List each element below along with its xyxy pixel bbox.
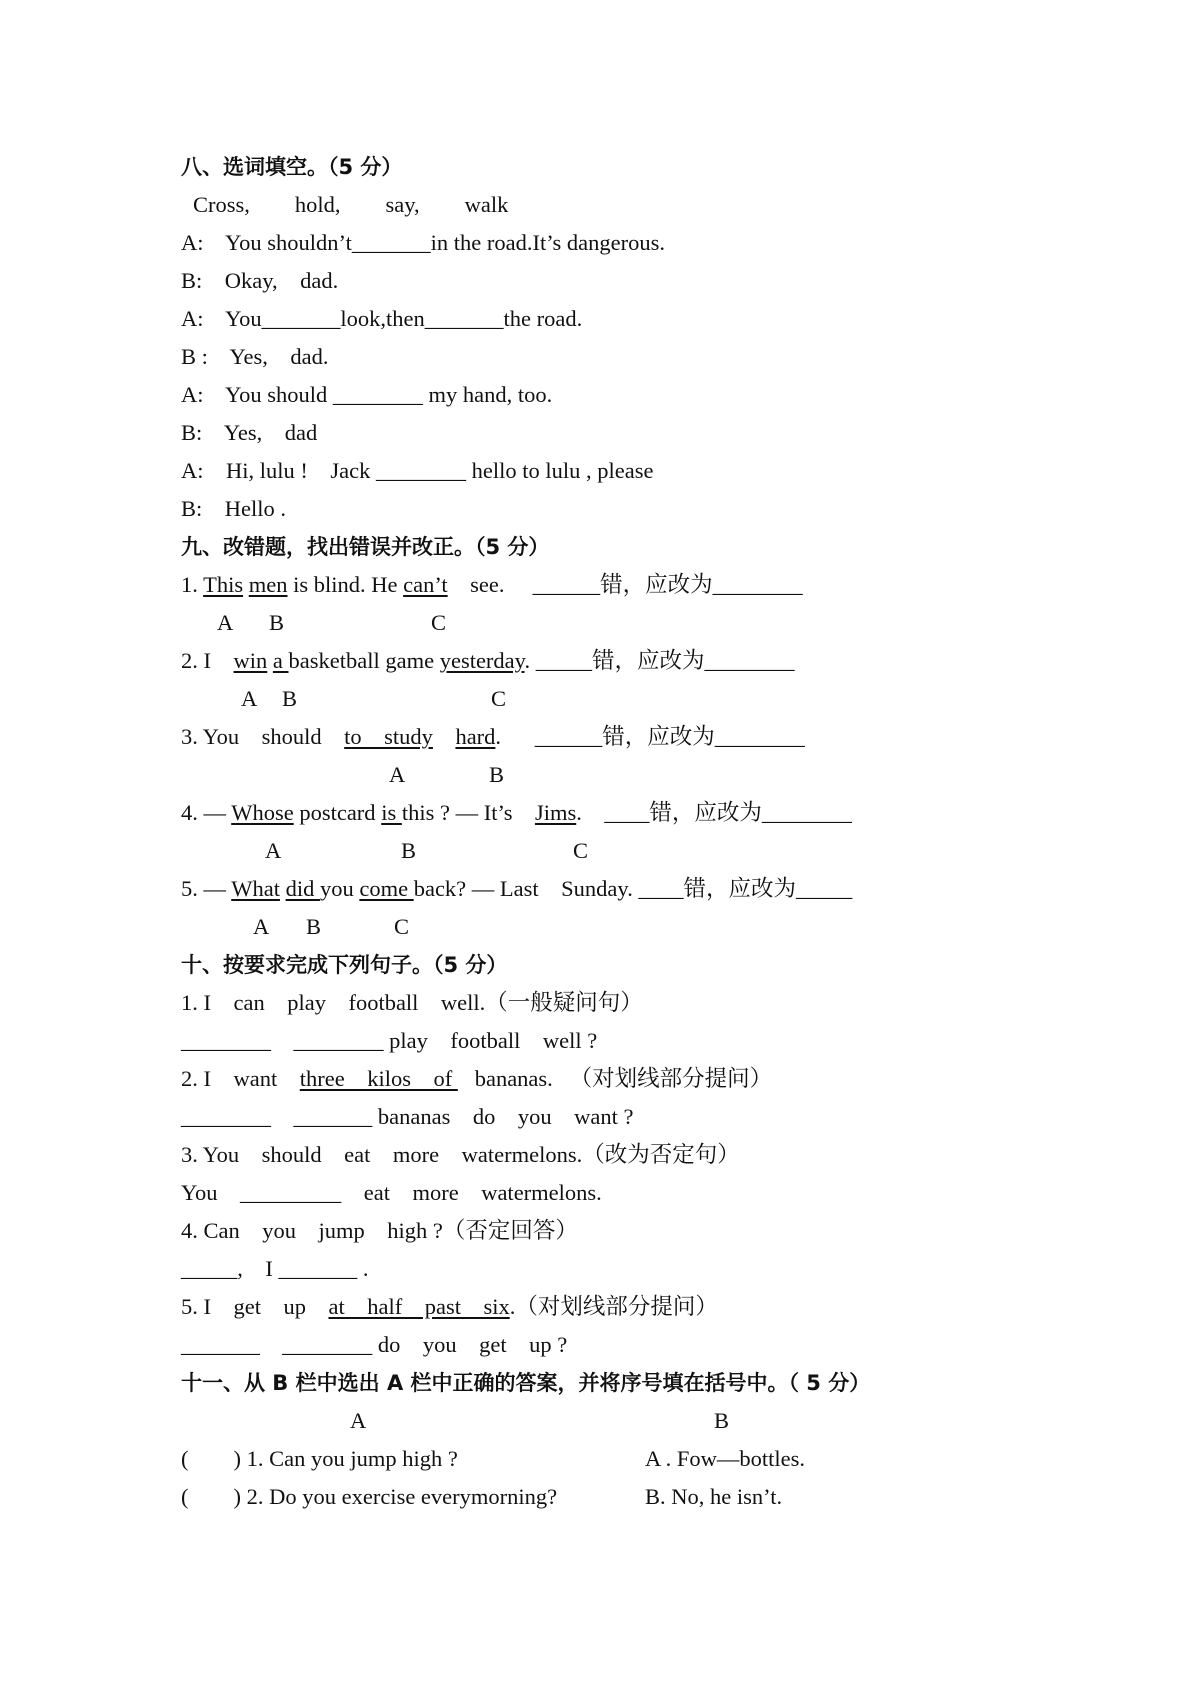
match-answer: B. No, he isn’t. — [645, 1484, 783, 1509]
section-11-title: 十一、从 B 栏中选出 A 栏中正确的答案，并将序号填在括号中。（ 5 分） — [181, 1371, 871, 1395]
option-letter: A — [253, 914, 270, 939]
dialogue-line: B: Hello . — [181, 496, 286, 521]
error-question-4: 4. — Whose postcard is this ? — It’s Jims. ____错，应改为________ — [181, 800, 852, 825]
option-letter: C — [573, 838, 589, 863]
word-bank: Cross, hold, say, walk — [193, 192, 509, 217]
transform-question-5: 5. I get up at half past six.（对划线部分提问） — [181, 1294, 718, 1319]
option-letter: B — [489, 762, 505, 787]
dialogue-line: A: You should ________ my hand, too. — [181, 382, 553, 407]
error-question-2: 2. I win a basketball game yesterday. _____错，应改为________ — [181, 648, 795, 673]
transform-question-4: 4. Can you jump high ?（否定回答） — [181, 1218, 578, 1243]
option-letter: B — [401, 838, 417, 863]
answer-line-2: ________ _______ bananas do you want ? — [181, 1104, 634, 1129]
error-question-5: 5. — What did you come back? — Last Sunday. ____错，应改为_____ — [181, 876, 853, 901]
dialogue-line: B: Okay, dad. — [181, 268, 339, 293]
transform-question-3: 3. You should eat more watermelons.（改为否定句） — [181, 1142, 740, 1167]
answer-line-4: _____, I _______ . — [181, 1256, 369, 1281]
answer-line-3: You _________ eat more watermelons. — [181, 1180, 602, 1205]
option-letter: A — [241, 686, 258, 711]
column-b-header: B — [714, 1408, 730, 1433]
dialogue-line: B : Yes, dad. — [181, 344, 329, 369]
answer-line-5: _______ ________ do you get up ? — [181, 1332, 568, 1357]
transform-question-1: 1. I can play football well.（一般疑问句） — [181, 990, 643, 1015]
option-letter: A — [389, 762, 406, 787]
option-letter: A — [265, 838, 282, 863]
column-a-header: A — [350, 1408, 367, 1433]
match-answer: A . Fow—bottles. — [645, 1446, 806, 1471]
option-letter: C — [431, 610, 447, 635]
option-letter: B — [306, 914, 322, 939]
match-question: ( ) 2. Do you exercise everymorning? — [181, 1484, 558, 1509]
section-9-title: 九、改错题，找出错误并改正。（5 分） — [181, 535, 550, 559]
dialogue-line: B: Yes, dad — [181, 420, 318, 445]
option-letter: C — [491, 686, 507, 711]
option-letter: B — [282, 686, 298, 711]
error-question-1: 1. This men is blind. He can’t see. ______错，应改为________ — [181, 572, 803, 597]
section-10-title: 十、按要求完成下列句子。（5 分） — [181, 953, 508, 977]
option-letter: C — [394, 914, 410, 939]
dialogue-line: A: You_______look,then_______the road. — [181, 306, 583, 331]
transform-question-2: 2. I want three kilos of bananas. （对划线部分提问） — [181, 1066, 773, 1091]
dialogue-line: A: Hi, lulu ! Jack ________ hello to lulu , please — [181, 458, 654, 483]
match-question: ( ) 1. Can you jump high ? — [181, 1446, 458, 1471]
error-question-3: 3. You should to study hard. ______错，应改为________ — [181, 724, 805, 749]
answer-line-1: ________ ________ play football well ? — [181, 1028, 598, 1053]
option-letter: B — [269, 610, 285, 635]
option-letter: A — [217, 610, 234, 635]
dialogue-line: A: You shouldn’t_______in the road.It’s dangerous. — [181, 230, 665, 255]
section-8-title: 八、选词填空。（5 分） — [181, 155, 403, 179]
